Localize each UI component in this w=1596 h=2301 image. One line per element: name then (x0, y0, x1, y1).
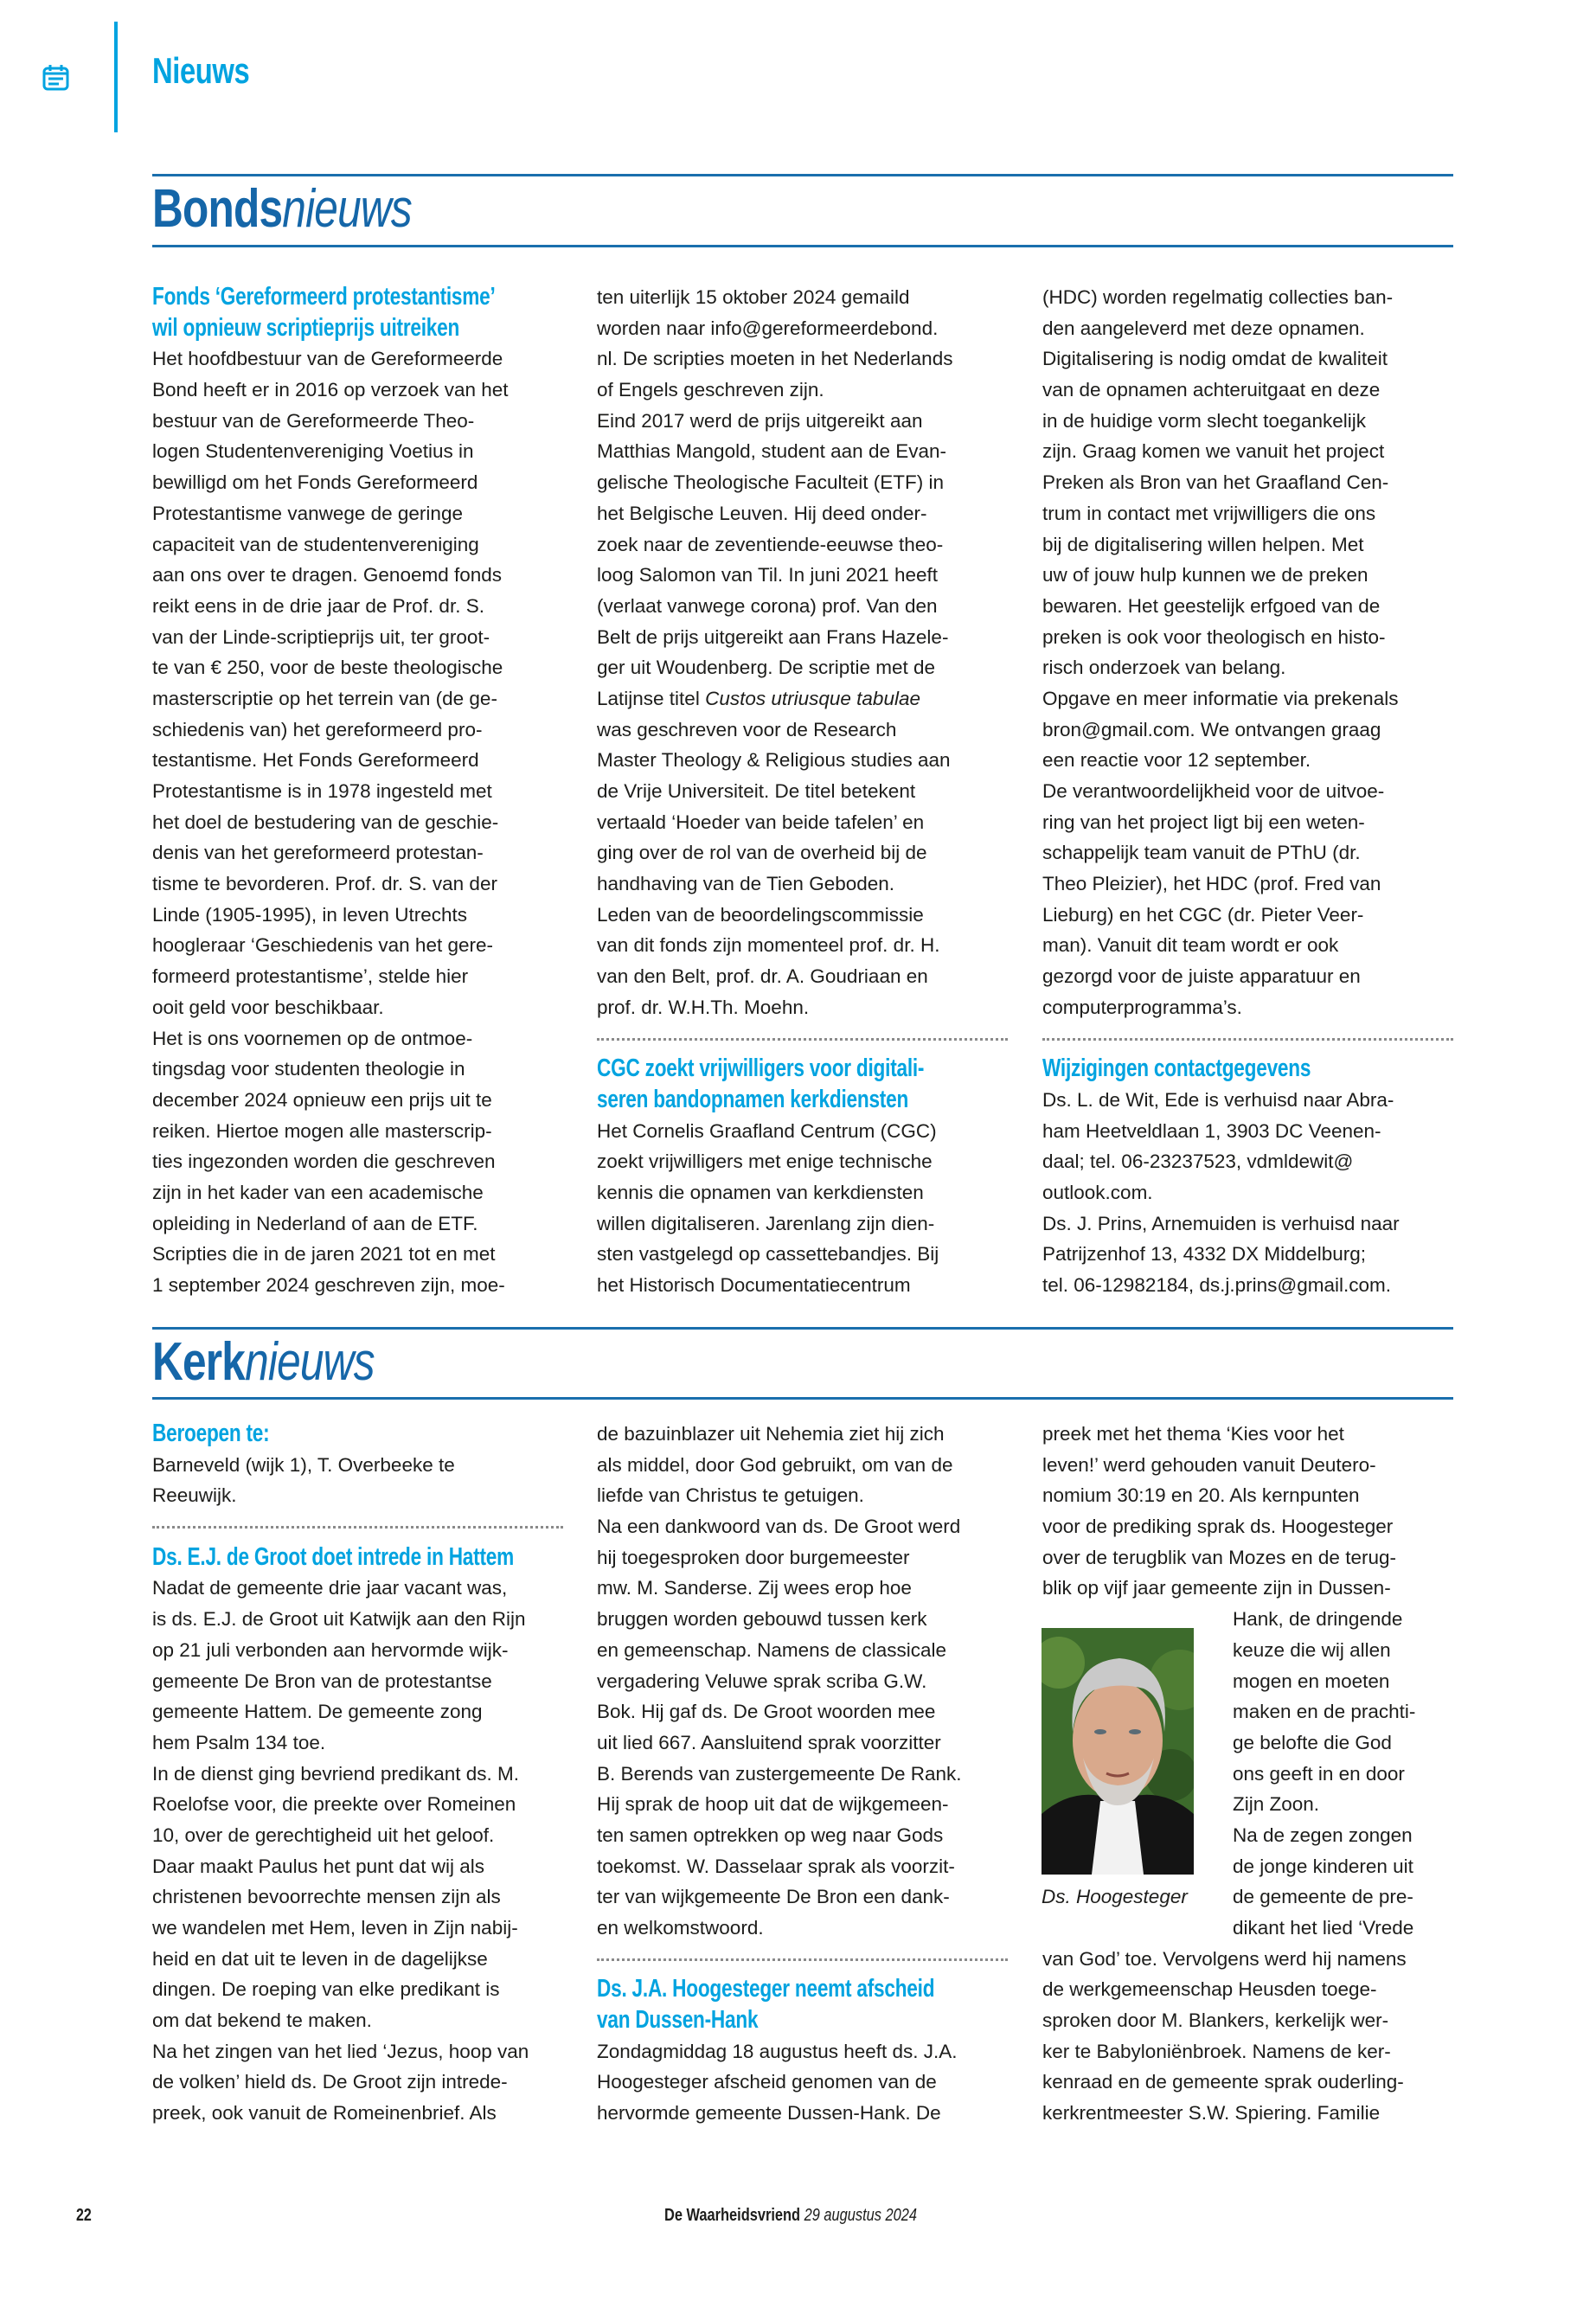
text-line: hem Psalm 134 toe. (152, 1731, 326, 1753)
article-heading: van Dussen-Hank (597, 2006, 759, 2035)
text-line: was geschreven voor de Research (597, 718, 897, 740)
text-line: voor de prediking sprak ds. Hoogesteger (1042, 1516, 1394, 1538)
text-line: leven!’ werd gehouden vanuit Deutero- (1042, 1453, 1376, 1476)
text-line: Het Cornelis Graafland Centrum (CGC) (597, 1119, 937, 1142)
text-line: gezorgd voor de juiste apparatuur en (1042, 965, 1361, 988)
rule (152, 1397, 1453, 1400)
text-line: of Engels geschreven zijn. (597, 379, 824, 401)
text-line: masterscriptie op het terrein van (de ge- (152, 687, 497, 709)
text-line: over de terugblik van Mozes en de terug- (1042, 1546, 1396, 1568)
text-line: december 2024 opnieuw een prijs uit te (152, 1088, 492, 1111)
text-line: Opgave en meer informatie via prekenals (1042, 687, 1399, 709)
text-line: Reeuwijk. (152, 1484, 237, 1507)
title-italic: nieuws (245, 1332, 375, 1392)
text-line: schiedenis van) het gereformeerd pro- (152, 718, 483, 740)
article-heading: seren bandopnamen kerkdiensten (597, 1085, 909, 1113)
article-heading: Beroepen te: (152, 1420, 270, 1447)
text-line (597, 683, 1008, 715)
text-line: reiken. Hiertoe mogen alle masterscrip- (152, 1119, 492, 1142)
text-line: Patrijzenhof 13, 4332 DX Middelburg; (1042, 1243, 1366, 1266)
article-heading: wil opnieuw scriptieprijs uitreiken (152, 313, 460, 342)
text-line: Protestantisme vanwege de geringe (152, 502, 463, 524)
text-line: liefde van Christus te getuigen. (597, 1484, 864, 1507)
text-line: zijn in het kader van een academische (152, 1181, 484, 1203)
text-line: opleiding in Nederland of aan de ETF. (152, 1212, 478, 1234)
article-column (597, 1419, 1008, 2129)
article-heading: CGC zoekt vrijwilligers voor digitali- (597, 1054, 925, 1083)
text-line: reikt eens in de drie jaar de Prof. dr. S. (152, 594, 484, 617)
text-line: van de opnamen achteruitgaat en deze (1042, 379, 1381, 401)
text-line: het Historisch Documentatiecentrum (597, 1274, 911, 1296)
text-line: Na een dankwoord van ds. De Groot werd (597, 1516, 961, 1538)
text-line: het doel de bestudering van de geschie- (152, 811, 499, 833)
text-line: 1 september 2024 geschreven zijn, moe- (152, 1274, 505, 1296)
text-line: Ds. J. Prins, Arnemuiden is verhuisd naar (1042, 1212, 1400, 1234)
text-line: Protestantisme is in 1978 ingesteld met (152, 780, 492, 802)
text-line: Zondagmiddag 18 augustus heeft ds. J.A. (597, 2040, 958, 2062)
text-line: op 21 juli verbonden aan hervormde wijk- (152, 1638, 509, 1661)
text-line: ties ingezonden worden die geschreven (152, 1150, 496, 1173)
portrait-photo (1042, 1628, 1194, 1875)
text-line: bron@gmail.com. We ontvangen graag (1042, 718, 1381, 740)
text-line: de volken’ hield ds. De Groot zijn intrede- (152, 2071, 508, 2093)
text-line: ham Heetveldlaan 1, 3903 DC Veenen- (1042, 1119, 1381, 1142)
text-line: dikant het lied ‘Vrede (1233, 1917, 1414, 1939)
photo-caption: Ds. Hoogesteger (1042, 1886, 1188, 1907)
text-line: nl. De scripties moeten in het Nederlands (597, 348, 953, 370)
text-line: Theo Pleizier), het HDC (prof. Fred van (1042, 873, 1381, 895)
text-line: Na de zegen zongen (1233, 1823, 1413, 1846)
text-line: aan ons over te dragen. Genoemd fonds (152, 564, 503, 586)
text-line: ooit geld voor beschikbaar. (152, 996, 384, 1018)
text-line: denis van het gereformeerd protestan- (152, 842, 484, 864)
text-line: bestuur van de Gereformeerde Theo- (152, 409, 475, 432)
article-heading: Wijzigingen contactgegevens (1042, 1054, 1311, 1083)
text-line: keuze die wij allen (1233, 1638, 1391, 1661)
title-bold: Bonds (152, 179, 283, 239)
text-line: uw of jouw hulp kunnen we de preken (1042, 564, 1368, 586)
rule (152, 174, 1453, 176)
text-line: Digitalisering is nodig omdat de kwaliteit (1042, 348, 1388, 370)
text-line: Zijn Zoon. (1233, 1793, 1320, 1816)
text-line: blik op vijf jaar gemeente zijn in Dussen- (1042, 1577, 1391, 1599)
text-line: van der Linde-scriptieprijs uit, ter groot- (152, 625, 490, 648)
text-line: van den Belt, prof. dr. A. Goudriaan en (597, 965, 928, 988)
text-line: handhaving van de Tien Geboden. (597, 873, 895, 895)
text-line: christenen bevoorrechte mensen zijn als (152, 1886, 501, 1908)
text-line: toekomst. W. Dasselaar sprak als voorzit- (597, 1855, 955, 1877)
section-label: Nieuws (152, 50, 250, 91)
text-line: outlook.com. (1042, 1181, 1153, 1203)
text-line: formeerd protestantisme’, stelde hier (152, 965, 469, 988)
text-line: en gemeenschap. Namens de classicale (597, 1638, 946, 1661)
text-line: Eind 2017 werd de prijs uitgereikt aan (597, 409, 923, 432)
text-line: gemeente De Bron van de protestantse (152, 1670, 492, 1692)
text-line: om dat bekend te maken. (152, 2009, 372, 2032)
text-line: van dit fonds zijn momenteel prof. dr. H. (597, 934, 940, 957)
rule (152, 1327, 1453, 1330)
text-line: ker te Babyloniënbroek. Namens de ker- (1042, 2040, 1391, 2062)
text-line: Matthias Mangold, student aan de Evan- (597, 440, 947, 463)
text-line: bruggen worden gebouwd tussen kerk (597, 1608, 927, 1631)
text-line: ons geeft in en door (1233, 1762, 1405, 1785)
text-line: ging over de rol van de overheid bij de (597, 842, 927, 864)
text-line: de gemeente de pre- (1233, 1886, 1413, 1908)
article-column (152, 282, 563, 1301)
rule (152, 245, 1453, 247)
text-line: Bond heeft er in 2016 op verzoek van het (152, 379, 509, 401)
text-line: computerprogramma’s. (1042, 996, 1242, 1018)
text-line: preek met het thema ‘Kies voor het (1042, 1423, 1344, 1445)
text-line: risch onderzoek van belang. (1042, 657, 1286, 679)
text-line: kenraad en de gemeente sprak ouderling- (1042, 2071, 1404, 2093)
text-line: Linde (1905-1995), in leven Utrechts (152, 903, 467, 926)
text-line: als middel, door God gebruikt, om van de (597, 1453, 953, 1476)
text-line: gemeente Hattem. De gemeente zong (152, 1701, 483, 1723)
text-line: logen Studentenvereniging Voetius in (152, 440, 474, 463)
text-line: Hank, de dringende (1233, 1608, 1403, 1631)
text-line: vertaald ‘Hoeder van beide tafelen’ en (597, 811, 925, 833)
title-bold: Kerk (152, 1332, 246, 1392)
text-line: Daar maakt Paulus het punt dat wij als (152, 1855, 484, 1877)
text-line: capaciteit van de studentenvereniging (152, 533, 479, 555)
text-line: prof. dr. W.H.Th. Moehn. (597, 996, 810, 1018)
text-line: tel. 06-12982184, ds.j.prins@gmail.com. (1042, 1274, 1392, 1296)
text-line: daal; tel. 06-23237523, vdmldewit@ (1042, 1150, 1354, 1173)
text-line: de jonge kinderen uit (1233, 1855, 1413, 1877)
text-line: Preken als Bron van het Graafland Cen- (1042, 471, 1389, 494)
text-line: bewaren. Het geestelijk erfgoed van de (1042, 594, 1381, 617)
dotted-separator (1042, 1023, 1453, 1054)
text-line: De verantwoordelijkheid voor de uitvoe- (1042, 780, 1385, 802)
text-line: Hoogesteger afscheid genomen van de (597, 2071, 937, 2093)
text-line: van God’ toe. Vervolgens werd hij namens (1042, 1947, 1407, 1970)
text-line: loog Salomon van Til. In juni 2021 heeft (597, 564, 939, 586)
text-line: hij toegesproken door burgemeester (597, 1546, 910, 1568)
text-line: Roelofse voor, die preekte over Romeinen (152, 1793, 516, 1816)
text-line: willen digitaliseren. Jarenlang zijn dien- (597, 1212, 935, 1234)
text-line: en welkomstwoord. (597, 1917, 764, 1939)
text-line: B. Berends van zustergemeente De Rank. (597, 1762, 962, 1785)
text-line: den aangeleverd met deze opnamen. (1042, 317, 1365, 339)
text-line: 10, over de gerechtigheid uit het geloof. (152, 1823, 495, 1846)
text-line: vergadering Veluwe sprak scriba G.W. (597, 1670, 927, 1692)
text-line: zijn. Graag komen we vanuit het project (1042, 440, 1385, 463)
text-line: Belt de prijs uitgereikt aan Frans Hazele- (597, 625, 949, 648)
text-span: Latijnse titel (597, 687, 706, 709)
text-line: man). Vanuit dit team wordt er ook (1042, 934, 1339, 957)
italic-title: Custos utriusque tabulae (705, 687, 920, 709)
text-line: tingsdag voor studenten theologie in (152, 1058, 465, 1080)
text-line: hervormde gemeente Dussen-Hank. De (597, 2102, 941, 2125)
text-line: te van € 250, voor de beste theologische (152, 657, 503, 679)
section-title-kerknieuws (152, 1331, 375, 1393)
text-line: ter van wijkgemeente De Bron een dank- (597, 1886, 950, 1908)
text-line: uit lied 667. Aansluitend sprak voorzitter (597, 1731, 941, 1753)
issue-date: 29 augustus 2024 (804, 2206, 918, 2225)
text-line: tisme te bevorderen. Prof. dr. S. van der (152, 873, 497, 895)
text-line: mw. M. Sanderse. Zij wees erop hoe (597, 1577, 912, 1599)
text-line: worden naar info@gereformeerdebond. (597, 317, 939, 339)
header-divider (114, 22, 118, 132)
text-line: preek, ook vanuit de Romeinenbrief. Als (152, 2102, 497, 2125)
text-line: Scripties die in de jaren 2021 tot en met (152, 1243, 496, 1266)
text-line: bewilligd om het Fonds Gereformeerd (152, 471, 478, 494)
text-line: In de dienst ging bevriend predikant ds. M. (152, 1762, 520, 1785)
text-line: ge belofte die God (1233, 1731, 1392, 1753)
text-line: Ds. L. de Wit, Ede is verhuisd naar Abra- (1042, 1088, 1394, 1111)
text-line: Hij sprak de hoop uit dat de wijkgemeen- (597, 1793, 949, 1816)
article-column (152, 1419, 563, 2129)
text-line: is ds. E.J. de Groot uit Katwijk aan den Rijn (152, 1608, 526, 1631)
text-line: nomium 30:19 en 20. Als kernpunten (1042, 1484, 1360, 1507)
text-line: het Belgische Leuven. Hij deed onder- (597, 502, 927, 524)
text-line: Lieburg) en het CGC (dr. Pieter Veer- (1042, 903, 1364, 926)
dotted-separator (152, 1511, 563, 1542)
text-line: ten samen optrekken op weg naar Gods (597, 1823, 944, 1846)
text-line: gelische Theologische Faculteit (ETF) in (597, 471, 945, 494)
dotted-separator (597, 1944, 1008, 1975)
text-line: zoekt vrijwilligers met enige technische (597, 1150, 933, 1173)
text-line: zoek naar de zeventiende-eeuwse theo- (597, 533, 944, 555)
text-line: preken is ook voor theologisch en histo- (1042, 625, 1386, 648)
article-heading: Fonds ‘Gereformeerd protestantisme’ (152, 283, 496, 311)
text-line: in de huidige vorm slecht toegankelijk (1042, 409, 1366, 432)
text-line: de werkgemeenschap Heusden toege- (1042, 1978, 1377, 2001)
text-line: maken en de prachti- (1233, 1701, 1416, 1723)
text-line: schappelijk team vanuit de PThU (dr. (1042, 842, 1361, 864)
section-title-bondsnieuws (152, 178, 412, 240)
text-line: Leden van de beoordelingscommissie (597, 903, 924, 926)
footer-publication (664, 2206, 917, 2226)
text-line: bij de digitalisering willen helpen. Met (1042, 533, 1364, 555)
text-line: de Vrije Universiteit. De titel betekent (597, 780, 916, 802)
text-line: ring van het project ligt bij een weten- (1042, 811, 1365, 833)
text-line: Nadat de gemeente drie jaar vacant was, (152, 1577, 508, 1599)
text-line: Het hoofdbestuur van de Gereformeerde (152, 348, 503, 370)
article-heading: Ds. E.J. de Groot doet intrede in Hattem (152, 1542, 514, 1571)
text-line: kerkrentmeester S.W. Spiering. Familie (1042, 2102, 1381, 2125)
magazine-name: De Waarheidsvriend (664, 2206, 801, 2225)
page-number: 22 (76, 2206, 92, 2225)
text-line: ger uit Woudenberg. De scriptie met de (597, 657, 936, 679)
title-italic: nieuws (282, 179, 412, 239)
calendar-icon (42, 62, 71, 92)
text-line: Bok. Hij gaf ds. De Groot woorden mee (597, 1701, 936, 1723)
text-line: hoogleraar ‘Geschiedenis van het gere- (152, 934, 493, 957)
article-column (1042, 282, 1453, 1301)
text-line: we wandelen met Hem, leven in Zijn nabij- (152, 1917, 518, 1939)
text-line: Master Theology & Religious studies aan (597, 749, 951, 772)
text-line: (HDC) worden regelmatig collecties ban- (1042, 286, 1394, 308)
article-column (597, 282, 1008, 1301)
text-line: kennis die opnamen van kerkdiensten (597, 1181, 924, 1203)
text-line: Na het zingen van het lied ‘Jezus, hoop van (152, 2040, 529, 2062)
text-line: sten vastgelegd op cassettebandjes. Bij (597, 1243, 939, 1266)
text-line: (verlaat vanwege corona) prof. Van den (597, 594, 938, 617)
text-line: heid en dat uit te leven in de dagelijkse (152, 1947, 488, 1970)
text-line: testantisme. Het Fonds Gereformeerd (152, 749, 479, 772)
text-line: Barneveld (wijk 1), T. Overbeeke te (152, 1453, 455, 1476)
text-line: de bazuinblazer uit Nehemia ziet hij zich (597, 1423, 945, 1445)
text-line: mogen en moeten (1233, 1670, 1390, 1692)
text-line: sproken door M. Blankers, kerkelijk wer- (1042, 2009, 1389, 2032)
text-line: dingen. De roeping van elke predikant is (152, 1978, 500, 2001)
dotted-separator (597, 1023, 1008, 1054)
article-heading: Ds. J.A. Hoogesteger neemt afscheid (597, 1975, 935, 2003)
text-line: ten uiterlijk 15 oktober 2024 gemaild (597, 286, 910, 308)
text-line: trum in contact met vrijwilligers die ons (1042, 502, 1376, 524)
text-line: een reactie voor 12 september. (1042, 749, 1311, 772)
text-line: Het is ons voornemen op de ontmoe- (152, 1027, 473, 1049)
